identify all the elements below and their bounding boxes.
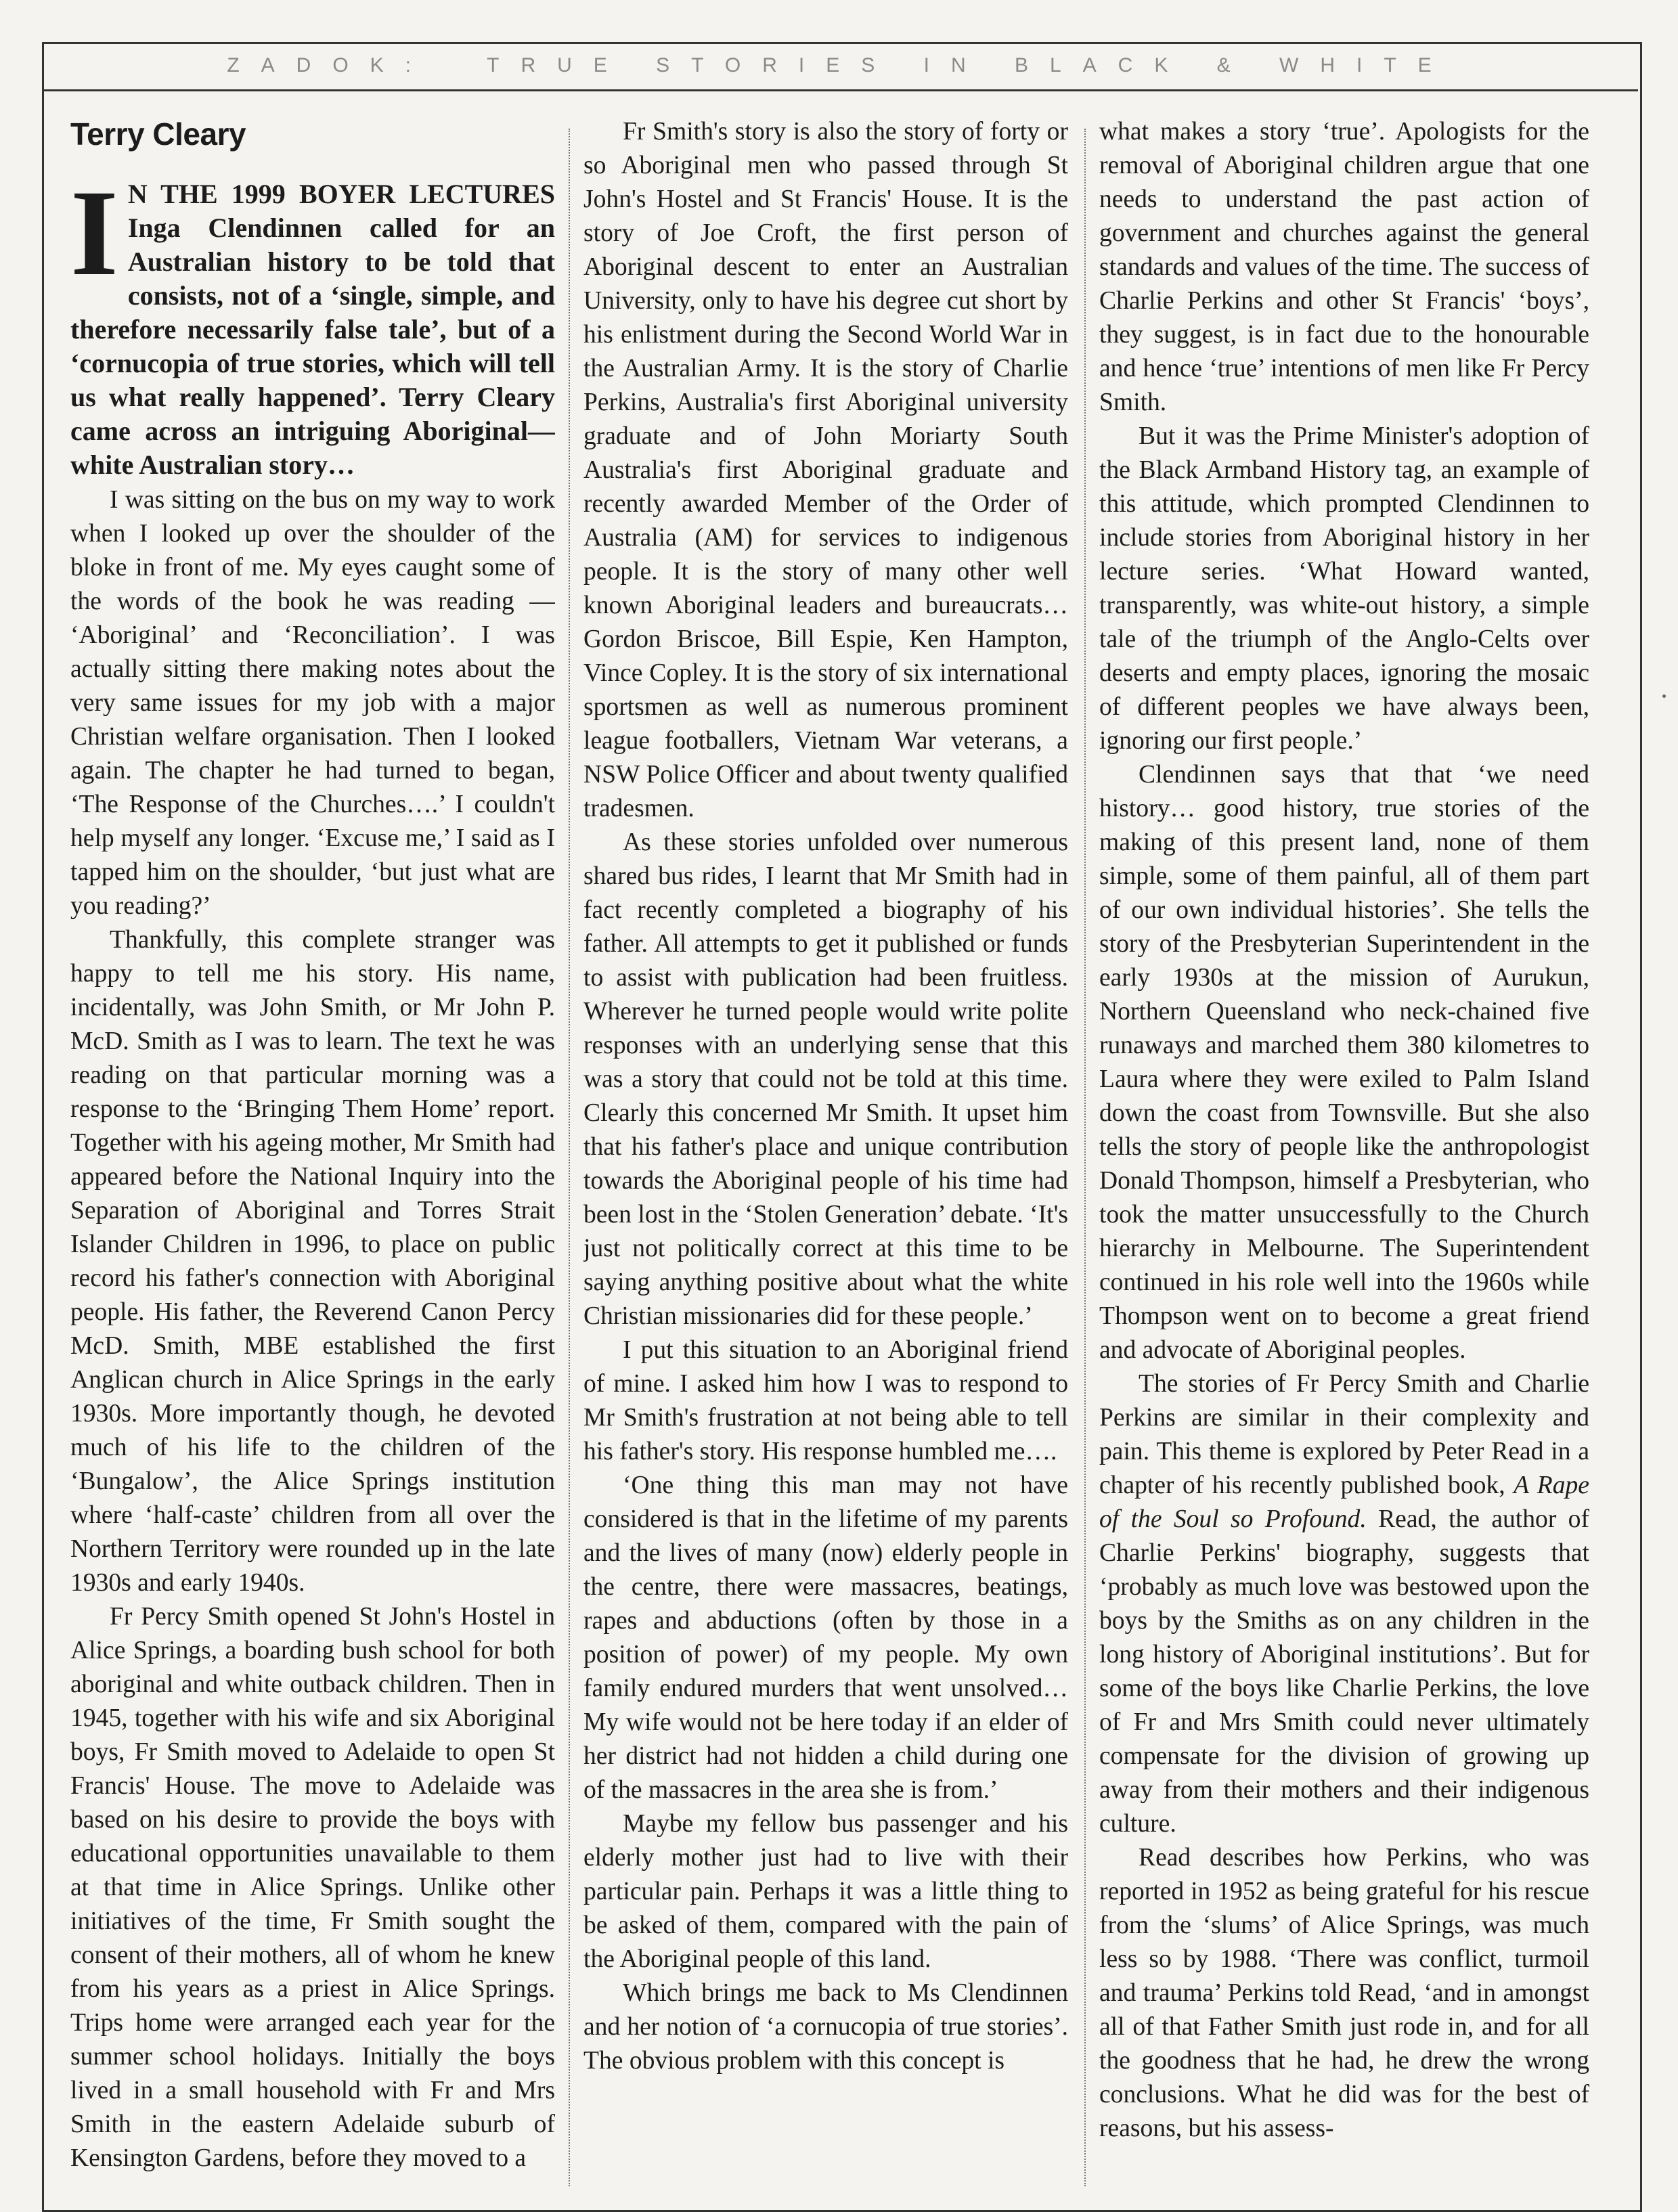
article-column-3 — [1099, 115, 1589, 2186]
paragraph — [1099, 1367, 1589, 1841]
paragraph: what makes a story ‘true’. Apologists for the removal of Aboriginal children argue that one needs to understand the past action of government and churches against the general standards and values of the time. The success of Charlie Perkins and other St Francis' ‘boys’, they suggest, is in fact due to the honourable and hence ‘true’ intentions of men like Fr Percy Smith. — [1099, 118, 1589, 416]
paragraph: I was sitting on the bus on my way to work when I looked up over the shoulder of the bloke in front of me. My eyes caught some of the words of the book he was reading — ‘Aboriginal’ and ‘Reconciliation’. I was actually sitting there making notes about the very same issues for my job with a major Christian welfare organisation. Then I looked again. The chapter he had turned to began, ‘The Response of the Churches….’ I couldn't help myself any longer. ‘Excuse me,’ I said as I tapped him on the shoulder, ‘but just what are you reading?’ — [70, 486, 555, 920]
scan-speck — [1662, 694, 1666, 698]
running-head: ZADOK: TRUE STORIES IN BLACK & WHITE — [42, 42, 1638, 91]
paragraph: Clendinnen says that that ‘we need history… good history, true stories of the making of this present land, none of them simple, some of them painful, all of them part of our own individual histories’. She tells the story of the Presbyterian Superintendent in the early 1930s at the mission of Aurukun, Northern Queensland who neck-chained five runaways and marched them 380 kilometres to Laura where they were exiled to Palm Island down the coast from Townsville. But she also tells the story of people like the anthropologist Donald Thompson, himself a Presbyterian, who took the matter unsuccessfully to the Church hierarchy in Melbourne. The Superintendent continued in his role well into the 1960s while Thompson went on to become a great friend and advocate of Aboriginal peoples. — [1099, 761, 1589, 1364]
paragraph: Fr Percy Smith opened St John's Hostel in Alice Springs, a boarding bush school for both aboriginal and white outback children. Then in 1945, together with his wife and six Aboriginal boys, Fr Smith moved to Adelaide to open St Francis' House. The move to Adelaide was based on his desire to provide the boys with educational opportunities unavailable to them at that time in Alice Springs. Unlike other initiatives of the time, Fr Smith sought the consent of their mothers, all of whom he knew from his years as a priest in Alice Springs. Trips home were arranged each year for the summer school holidays. Initially the boys lived in a small household with Fr and Mrs Smith in the eastern Adelaide suburb of Kensington Gardens, before they moved to a — [70, 1603, 555, 2172]
column-divider — [1084, 129, 1086, 2186]
standfirst-lead: N THE 1999 BOYER LECTURES — [127, 179, 555, 209]
article-column-1 — [70, 115, 555, 2186]
book-title: A Rape of the Soul so Profound. — [1099, 1472, 1589, 1533]
drop-cap: I — [70, 165, 118, 301]
paragraph: As these stories unfolded over numerous shared bus rides, I learnt that Mr Smith had in fact recently completed a biography of his father. All attempts to get it published or funds to assist with publication had been fruitless. Wherever he turned people would write polite responses with an underlying sense that this was a story that could not be told at this time. Clearly this concerned Mr Smith. It upset him that his father's place and unique contribution towards the Aboriginal people of his time had been lost in the ‘Stolen Generation’ debate. ‘It's just not politically correct at this time to be saying anything positive about what the white Christian missionaries did for these people.’ — [583, 828, 1068, 1330]
column-divider — [569, 129, 570, 2186]
standfirst-text: Inga Clendinnen called for an Australian history to be told that consists, not of a ‘single, simple, and therefore necessarily false tale’, but of a ‘cornucopia of true stories, which will tell us what really happened’. Terry Cleary came across an intriguing Aboriginal—white Australian story… — [70, 213, 555, 480]
paragraph: But it was the Prime Minister's adoption of the Black Armband History tag, an example of this attitude, which prompted Clendinnen to include stories from Aboriginal history in her lecture series. ‘What Howard wanted, transparently, was white-out history, a simple tale of the triumph of the Anglo-Celts over deserts and empty places, ignoring the mosaic of different peoples we have always been, ignoring our first people.’ — [1099, 422, 1589, 755]
paragraph: Read describes how Perkins, who was reported in 1952 as being grateful for his rescue from the ‘slums’ of Alice Springs, was much less so by 1988. ‘There was conflict, turmoil and trauma’ Perkins told Read, ‘and in amongst all of that Father Smith just rode in, and for all the goodness that he had, he drew the wrong conclusions. What he did was for the best of reasons, but his assess- — [1099, 1844, 1589, 2142]
paragraph: Thankfully, this complete stranger was happy to tell me his story. His name, incidentally, was John Smith, or Mr John P. McD. Smith as I was to learn. The text he was reading on that particular morning was a response to the ‘Bringing Them Home’ report. Together with his ageing mother, Mr Smith had appeared before the National Inquiry into the Separation of Aboriginal and Torres Strait Islander Children in 1996, to place on public record his father's connection with Aboriginal people. His father, the Reverend Canon Percy McD. Smith, MBE established the first Anglican church in Alice Springs in the early 1930s. More importantly though, he devoted much of his life to the children of the ‘Bungalow’, the Alice Springs institution where ‘half-caste’ children from all over the Northern Territory were rounded up in the late 1930s and early 1940s. — [70, 926, 555, 1597]
paragraph: Fr Smith's story is also the story of forty or so Aboriginal men who passed through St John's Hostel and St Francis' House. It is the story of Joe Croft, the first person of Aboriginal descent to enter an Australian University, only to have his degree cut short by his enlistment during the Second World War in the Australian Army. It is the story of Charlie Perkins, Australia's first Aboriginal university graduate and of John Moriarty South Australia's first Aboriginal graduate and recently awarded Member of the Order of Australia (AM) for services to indigenous people. It is the story of many other well known Aboriginal leaders and bureaucrats… Gordon Briscoe, Bill Espie, Ken Hampton, Vince Copley. It is the story of six international sportsmen as well as numerous prominent league footballers, Vietnam War veterans, a NSW Police Officer and about twenty qualified tradesmen. — [583, 118, 1068, 822]
paragraph-text: Read, the author of Charlie Perkins' biography, suggests that ‘probably as much love was bestowed upon the boys by the Smiths as on any children in the long history of Aboriginal institutions’. But for some of the boys like Charlie Perkins, the love of Fr and Mrs Smith could never ultimately compensate for the division of growing up away from their mothers and their indigenous culture. — [1099, 1505, 1589, 1838]
article-column-2 — [583, 115, 1068, 2186]
paragraph: Which brings me back to Ms Clendinnen and her notion of ‘a cornucopia of true stories’. The obvious problem with this concept is — [583, 1979, 1068, 2075]
standfirst — [70, 165, 555, 482]
paragraph: I put this situation to an Aboriginal friend of mine. I asked him how I was to respond to Mr Smith's frustration at not being able to tell his father's story. His response humbled me…. — [583, 1336, 1068, 1465]
paragraph: ‘One thing this man may not have considered is that in the lifetime of my parents and the lives of many (now) elderly people in the centre, there were massacres, beatings, rapes and abductions (often by those in a position of power) of my people. My own family endured murders that went unsolved… My wife would not be here today if an elder of her district had not hidden a child during one of the massacres in the area she is from.’ — [583, 1472, 1068, 1804]
paragraph: Maybe my fellow bus passenger and his elderly mother just had to live with their particular pain. Perhaps it was a little thing to be asked of them, compared with the pain of the Aboriginal people of this land. — [583, 1810, 1068, 1973]
author-byline: Terry Cleary — [70, 116, 246, 152]
paragraph-text: The stories of Fr Percy Smith and Charlie Perkins are similar in their complexity and pain. This theme is explored by Peter Read in a chapter of his recently published book, — [1099, 1370, 1589, 1499]
